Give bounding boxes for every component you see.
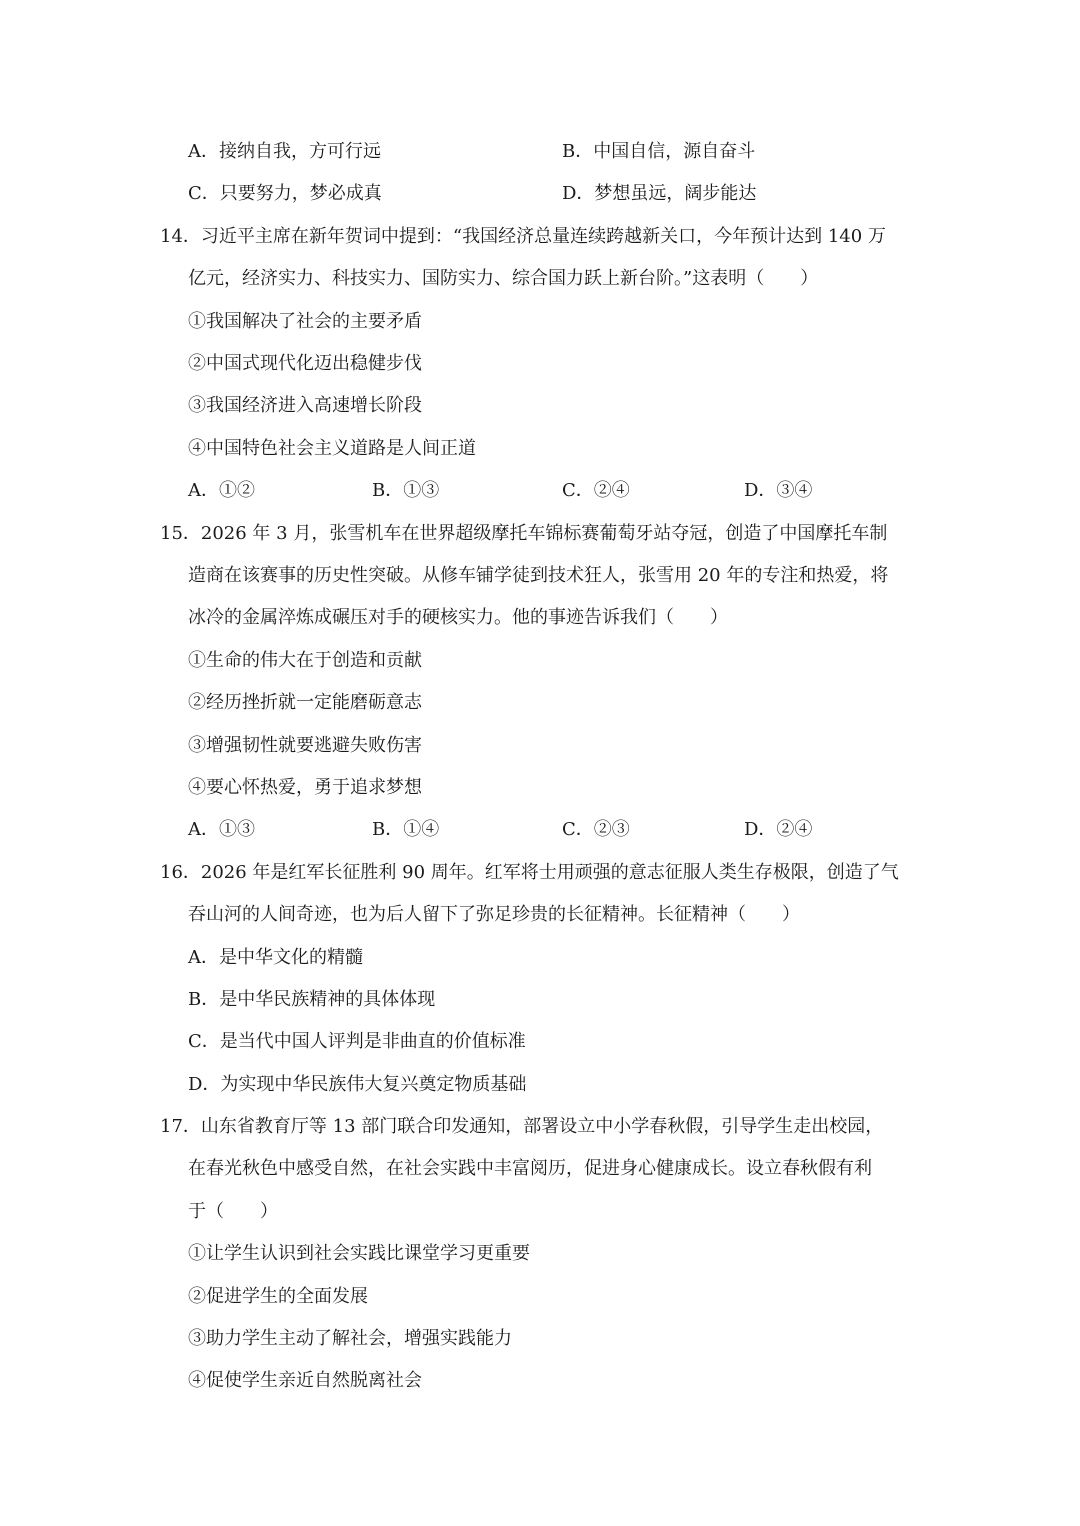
q16-stem-line1: 16．2026 年是红军长征胜利 90 周年。红军将士用顽强的意志征服人类生存极限，创造了气 xyxy=(160,862,899,883)
q14-option-c: C．②④ xyxy=(562,480,630,501)
q17-stem-line3: 于（ ） xyxy=(188,1201,278,1222)
q16-option-a: A．是中华文化的精髓 xyxy=(188,947,363,968)
q14-item-4: ④中国特色社会主义道路是人间正道 xyxy=(188,438,476,459)
q16-option-c: C．是当代中国人评判是非曲直的价值标准 xyxy=(188,1031,526,1052)
q14-item-2: ②中国式现代化迈出稳健步伐 xyxy=(188,353,422,374)
q14-option-b: B．①③ xyxy=(372,480,440,501)
q14-option-d: D．③④ xyxy=(744,480,813,501)
q14-stem-line1: 14．习近平主席在新年贺词中提到：“我国经济总量连续跨越新关口，今年预计达到 140 万 xyxy=(160,226,886,247)
q13-option-b: B．中国自信，源自奋斗 xyxy=(562,141,756,162)
q14-item-3: ③我国经济进入高速增长阶段 xyxy=(188,395,422,416)
q15-stem-line3: 冰冷的金属淬炼成碾压对手的硬核实力。他的事迹告诉我们（ ） xyxy=(188,607,728,628)
q15-option-d: D．②④ xyxy=(744,819,813,840)
q16-option-d: D．为实现中华民族伟大复兴奠定物质基础 xyxy=(188,1074,527,1095)
q14-item-1: ①我国解决了社会的主要矛盾 xyxy=(188,311,422,332)
q15-item-3: ③增强韧性就要逃避失败伤害 xyxy=(188,735,422,756)
q15-option-c: C．②③ xyxy=(562,819,630,840)
q14-option-a: A．①② xyxy=(188,480,255,501)
q15-stem-line1: 15．2026 年 3 月，张雪机车在世界超级摩托车锦标赛葡萄牙站夺冠，创造了中国摩托车制 xyxy=(160,523,888,544)
q17-stem-line1: 17．山东省教育厅等 13 部门联合印发通知，部署设立中小学春秋假，引导学生走出校园， xyxy=(160,1116,884,1137)
q15-option-b: B．①④ xyxy=(372,819,440,840)
q13-option-c: C．只要努力，梦必成真 xyxy=(188,183,382,204)
q17-item-4: ④促使学生亲近自然脱离社会 xyxy=(188,1370,422,1391)
q16-stem-line2: 吞山河的人间奇迹，也为后人留下了弥足珍贵的长征精神。长征精神（ ） xyxy=(188,904,800,925)
q17-item-3: ③助力学生主动了解社会，增强实践能力 xyxy=(188,1328,512,1349)
q17-stem-line2: 在春光秋色中感受自然，在社会实践中丰富阅历，促进身心健康成长。设立春秋假有利 xyxy=(188,1158,872,1179)
q15-item-2: ②经历挫折就一定能磨砺意志 xyxy=(188,692,422,713)
q15-option-a: A．①③ xyxy=(188,819,255,840)
q15-stem-line2: 造商在该赛事的历史性突破。从修车铺学徒到技术狂人，张雪用 20 年的专注和热爱，将 xyxy=(188,565,889,586)
q13-option-a: A．接纳自我，方可行远 xyxy=(188,141,381,162)
q15-item-4: ④要心怀热爱，勇于追求梦想 xyxy=(188,777,422,798)
q17-item-2: ②促进学生的全面发展 xyxy=(188,1286,368,1307)
q17-item-1: ①让学生认识到社会实践比课堂学习更重要 xyxy=(188,1243,530,1264)
q14-stem-line2: 亿元，经济实力、科技实力、国防实力、综合国力跃上新台阶。”这表明（ ） xyxy=(188,268,819,289)
q16-option-b: B．是中华民族精神的具体体现 xyxy=(188,989,436,1010)
q15-item-1: ①生命的伟大在于创造和贡献 xyxy=(188,650,422,671)
q13-option-d: D．梦想虽远，阔步能达 xyxy=(562,183,757,204)
